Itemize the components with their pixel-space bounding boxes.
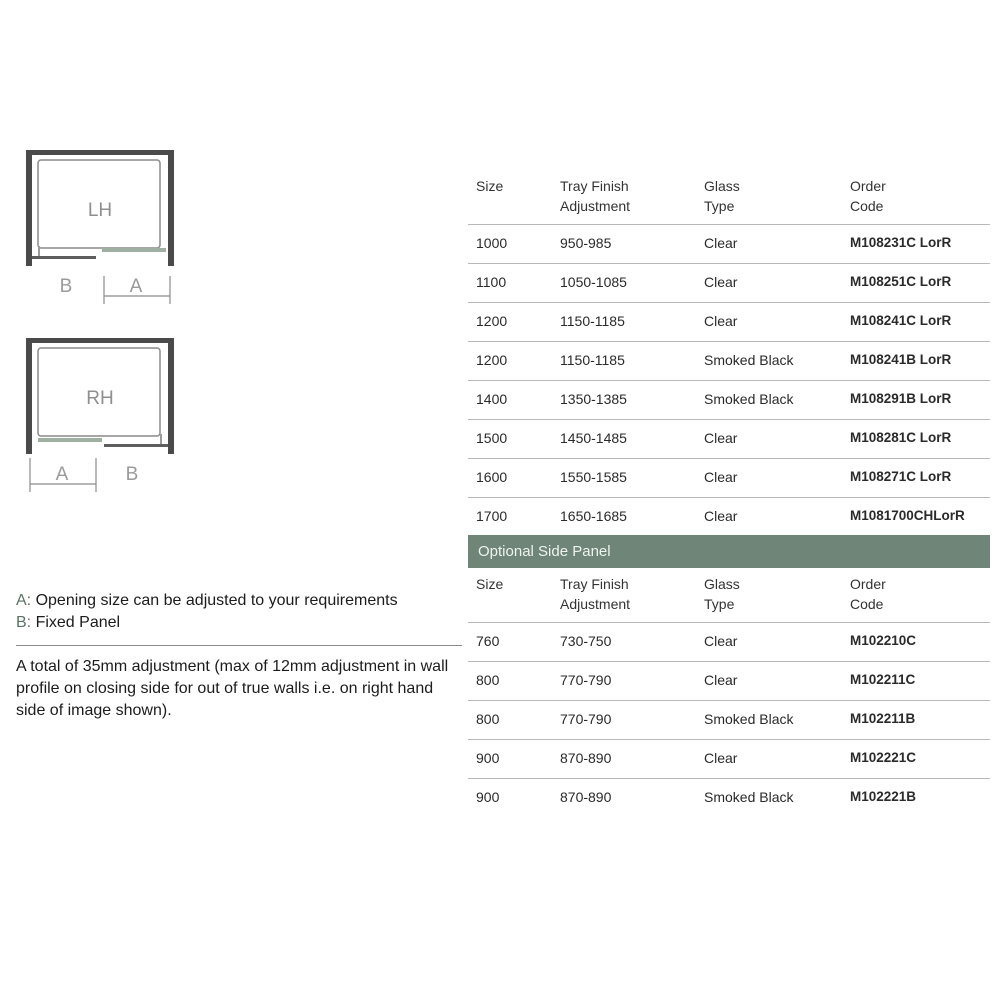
header-tray-line1: Tray Finish bbox=[560, 576, 629, 592]
diagram-label: RH bbox=[86, 388, 114, 409]
cell-tray: 770-790 bbox=[560, 711, 612, 727]
cell-size: 1400 bbox=[476, 391, 508, 407]
cell-tray: 1150-1185 bbox=[560, 352, 625, 368]
cell-order-code: M108291B LorR bbox=[850, 391, 952, 406]
table-row bbox=[468, 224, 990, 263]
side-panel-body bbox=[468, 622, 990, 817]
cell-order-code: M102221C bbox=[850, 750, 917, 765]
diagram-label: LH bbox=[87, 200, 113, 221]
cell-tray: 1150-1185 bbox=[560, 313, 625, 329]
cell-size: 1700 bbox=[476, 508, 508, 524]
header-glass-line1: Glass bbox=[704, 576, 740, 592]
main-table-header bbox=[468, 176, 990, 224]
legend-b-key: B: bbox=[16, 614, 32, 631]
table-row bbox=[468, 661, 990, 700]
legend bbox=[16, 590, 466, 634]
table-row bbox=[468, 302, 990, 341]
diagram-letter-left: B bbox=[59, 276, 73, 297]
cell-size: 1100 bbox=[476, 274, 507, 290]
cell-size: 1500 bbox=[476, 430, 508, 446]
header-order-line2: Code bbox=[850, 596, 884, 612]
legend-a-text: Opening size can be adjusted to your requirements bbox=[31, 592, 398, 609]
header-size: Size bbox=[476, 178, 504, 194]
header-tray bbox=[560, 176, 630, 216]
cell-size: 760 bbox=[476, 633, 500, 649]
cell-glass: Clear bbox=[704, 672, 738, 688]
cell-glass: Clear bbox=[704, 469, 738, 485]
header-tray-line2: Adjustment bbox=[560, 198, 631, 214]
header-tray bbox=[560, 574, 630, 614]
header-order bbox=[850, 176, 886, 216]
cell-tray: 1550-1585 bbox=[560, 469, 627, 485]
cell-tray: 1350-1385 bbox=[560, 391, 627, 407]
cell-tray: 870-890 bbox=[560, 789, 612, 805]
header-glass-line2: Type bbox=[704, 198, 735, 214]
header-size: Size bbox=[476, 576, 504, 592]
adjustment-note: A total of 35mm adjustment (max of 12mm adjustment in wall profile on closing side for out of true walls i.e. on right hand side of image shown). bbox=[16, 658, 449, 719]
table-row bbox=[468, 739, 990, 778]
header-glass bbox=[704, 574, 740, 614]
table-row bbox=[468, 458, 990, 497]
cell-order-code: M108281C LorR bbox=[850, 430, 952, 445]
side-panel-table bbox=[468, 574, 990, 817]
cell-size: 900 bbox=[476, 750, 500, 766]
side-panel-header bbox=[468, 574, 990, 622]
cell-order-code: M102210C bbox=[850, 633, 917, 648]
rh-diagram bbox=[20, 334, 180, 494]
header-order-line2: Code bbox=[850, 198, 884, 214]
cell-glass: Clear bbox=[704, 633, 738, 649]
table-row bbox=[468, 419, 990, 458]
table-row bbox=[468, 263, 990, 302]
cell-tray: 1050-1085 bbox=[560, 274, 627, 290]
table-row bbox=[468, 380, 990, 419]
header-glass-line1: Glass bbox=[704, 178, 740, 194]
legend-b bbox=[16, 612, 466, 634]
cell-size: 1200 bbox=[476, 313, 508, 329]
header-tray-line2: Adjustment bbox=[560, 596, 631, 612]
cell-tray: 1450-1485 bbox=[560, 430, 627, 446]
cell-order-code: M108241B LorR bbox=[850, 352, 952, 367]
header-glass bbox=[704, 176, 740, 216]
table-row bbox=[468, 700, 990, 739]
cell-tray: 1650-1685 bbox=[560, 508, 627, 524]
cell-order-code: M102211C bbox=[850, 672, 916, 687]
legend-a bbox=[16, 590, 466, 612]
legend-b-text: Fixed Panel bbox=[31, 614, 121, 631]
main-table bbox=[468, 176, 990, 536]
table-row bbox=[468, 778, 990, 817]
cell-tray: 950-985 bbox=[560, 235, 612, 251]
header-tray-line1: Tray Finish bbox=[560, 178, 629, 194]
cell-size: 800 bbox=[476, 711, 500, 727]
cell-glass: Smoked Black bbox=[704, 789, 794, 805]
legend-a-key: A: bbox=[16, 592, 32, 609]
side-panel-title-band: Optional Side Panel bbox=[468, 535, 990, 568]
diagram-letter-left: A bbox=[55, 464, 69, 485]
cell-order-code: M102211B bbox=[850, 711, 916, 726]
cell-glass: Clear bbox=[704, 274, 738, 290]
cell-glass: Clear bbox=[704, 430, 738, 446]
cell-glass: Smoked Black bbox=[704, 391, 794, 407]
cell-order-code: M102221B bbox=[850, 789, 917, 804]
diagram-letter-right: A bbox=[129, 276, 143, 297]
cell-glass: Smoked Black bbox=[704, 352, 794, 368]
cell-order-code: M1081700CHLorR bbox=[850, 508, 965, 523]
cell-glass: Clear bbox=[704, 750, 738, 766]
header-order-line1: Order bbox=[850, 576, 886, 592]
cell-glass: Smoked Black bbox=[704, 711, 794, 727]
table-row bbox=[468, 497, 990, 536]
cell-order-code: M108251C LorR bbox=[850, 274, 952, 289]
cell-glass: Clear bbox=[704, 235, 738, 251]
cell-size: 900 bbox=[476, 789, 500, 805]
cell-order-code: M108231C LorR bbox=[850, 235, 952, 250]
cell-order-code: M108241C LorR bbox=[850, 313, 952, 328]
header-glass-line2: Type bbox=[704, 596, 735, 612]
cell-size: 1600 bbox=[476, 469, 508, 485]
cell-size: 1000 bbox=[476, 235, 508, 251]
cell-tray: 770-790 bbox=[560, 672, 612, 688]
table-row bbox=[468, 341, 990, 380]
cell-glass: Clear bbox=[704, 508, 738, 524]
diagram-letter-right: B bbox=[125, 464, 139, 485]
header-order bbox=[850, 574, 886, 614]
cell-size: 800 bbox=[476, 672, 500, 688]
legend-divider bbox=[16, 645, 462, 646]
cell-order-code: M108271C LorR bbox=[850, 469, 952, 484]
cell-size: 1200 bbox=[476, 352, 508, 368]
cell-tray: 870-890 bbox=[560, 750, 612, 766]
table-row bbox=[468, 622, 990, 661]
cell-glass: Clear bbox=[704, 313, 738, 329]
header-order-line1: Order bbox=[850, 178, 886, 194]
cell-tray: 730-750 bbox=[560, 633, 612, 649]
lh-diagram bbox=[20, 146, 180, 306]
main-table-body bbox=[468, 224, 990, 536]
